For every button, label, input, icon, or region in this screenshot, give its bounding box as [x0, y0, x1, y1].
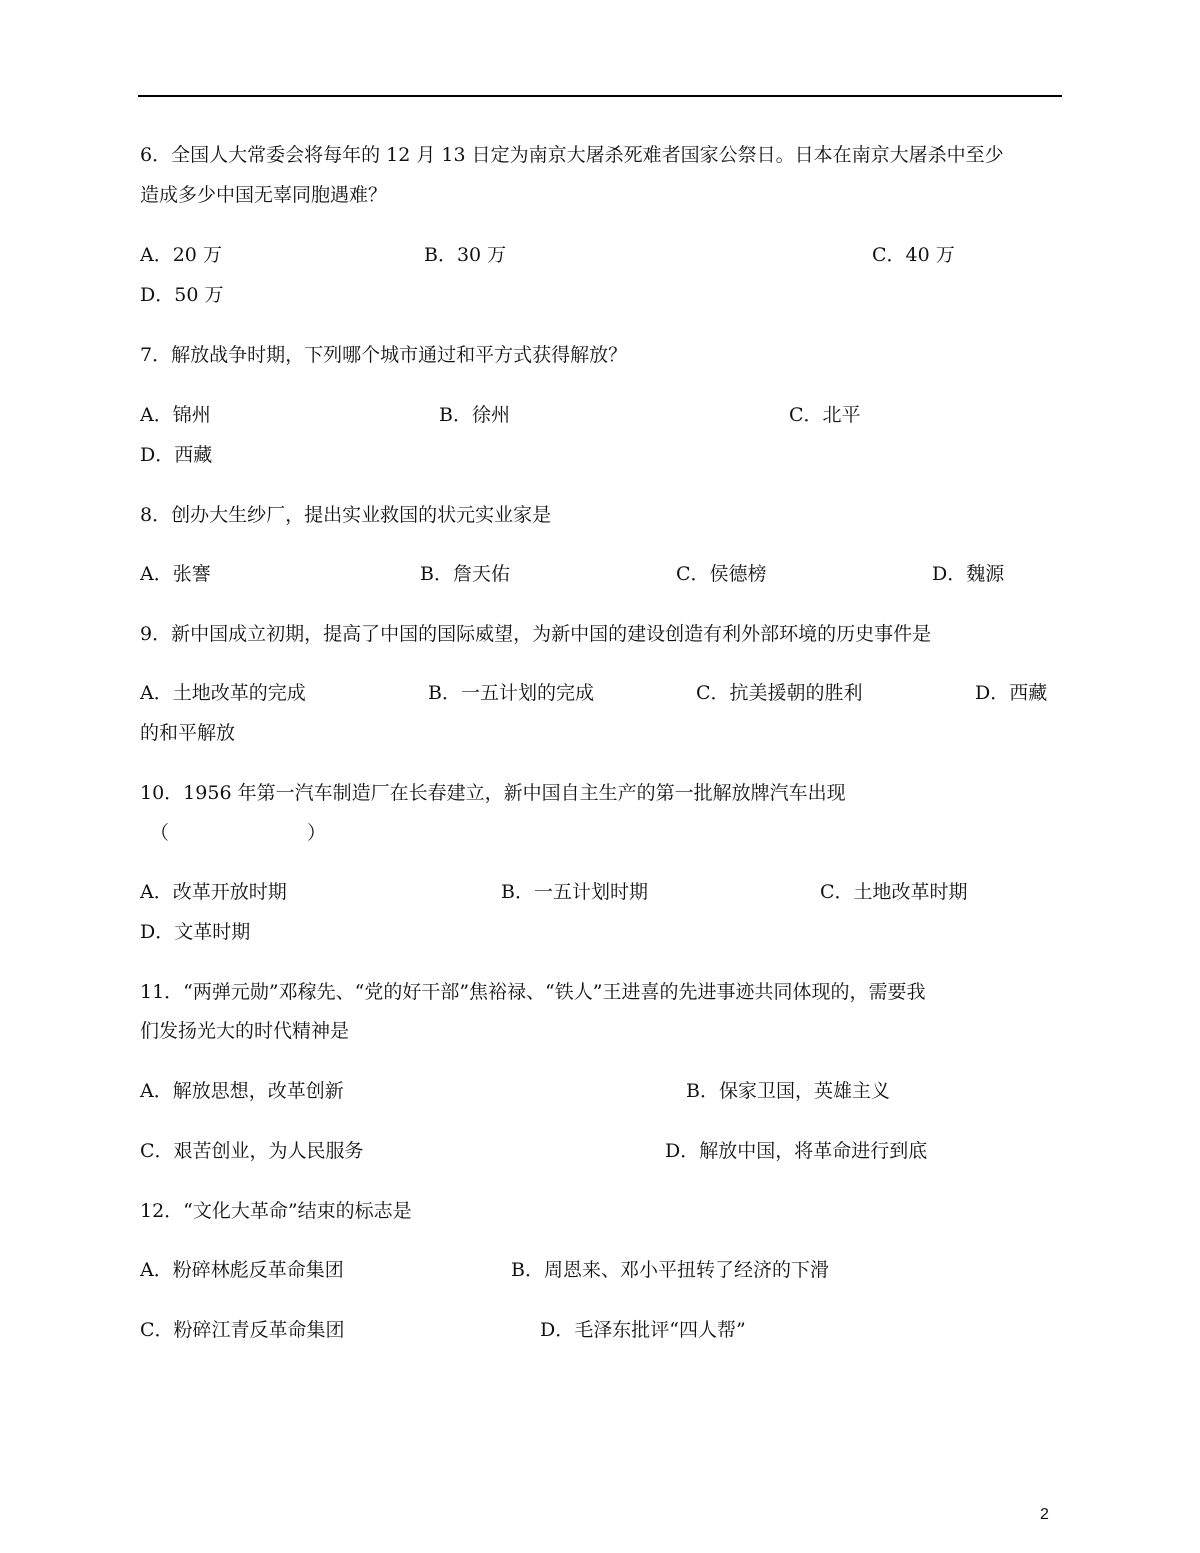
q9-stem: 9．新中国成立初期，提高了中国的国际威望，为新中国的建设创造有利外部环境的历史事件是 — [140, 623, 932, 645]
q12-option-a: A．粉碎林彪反革命集团 — [140, 1259, 344, 1281]
q9-option-a: A．土地改革的完成 — [140, 682, 306, 704]
q7-option-a: A．锦州 — [140, 404, 211, 426]
q7-option-d: D．西藏 — [140, 444, 213, 466]
q6-option-d: D．50 万 — [140, 284, 224, 306]
q8-option-b: B．詹天佑 — [420, 563, 510, 585]
header-rule — [138, 95, 1062, 97]
q10-option-d: D．文革时期 — [140, 921, 251, 943]
q12-option-b: B．周恩来、邓小平扭转了经济的下滑 — [511, 1259, 829, 1281]
q10-blank-open: （ — [150, 822, 170, 844]
q7-stem: 7．解放战争时期，下列哪个城市通过和平方式获得解放？ — [140, 344, 628, 366]
q11-option-d: D．解放中国，将革命进行到底 — [665, 1140, 928, 1162]
q6-stem-line1: 6．全国人大常委会将每年的 12 月 13 日定为南京大屠杀死难者国家公祭日。日本在南京大屠杀中至少 — [140, 144, 1004, 166]
q10-option-c: C．土地改革时期 — [820, 881, 968, 903]
q8-option-a: A．张謇 — [140, 563, 211, 585]
q6-option-c: C．40 万 — [872, 244, 955, 266]
q7-option-c: C．北平 — [789, 404, 861, 426]
q9-option-d-continued: 的和平解放 — [140, 722, 236, 744]
q10-option-a: A．改革开放时期 — [140, 881, 287, 903]
q8-option-d: D．魏源 — [932, 563, 1005, 585]
q6-option-a: A．20 万 — [140, 244, 222, 266]
q9-option-d: D．西藏 — [975, 682, 1048, 704]
page-number: 2 — [1040, 1506, 1049, 1523]
q10-stem: 10．1956 年第一汽车制造厂在长春建立，新中国自主生产的第一批解放牌汽车出现 — [140, 782, 846, 804]
q12-stem: 12．“文化大革命”结束的标志是 — [140, 1200, 412, 1222]
q9-option-b: B．一五计划的完成 — [428, 682, 594, 704]
q11-stem-line2: 们发扬光大的时代精神是 — [140, 1020, 350, 1042]
q8-option-c: C．侯德榜 — [676, 563, 767, 585]
q12-option-d: D．毛泽东批评“四人帮” — [540, 1319, 746, 1341]
q9-option-c: C．抗美援朝的胜利 — [696, 682, 863, 704]
q12-option-c: C．粉碎江青反革命集团 — [140, 1319, 345, 1341]
q10-blank-close: ） — [307, 822, 327, 844]
q6-option-b: B．30 万 — [424, 244, 507, 266]
q11-option-c: C．艰苦创业，为人民服务 — [140, 1140, 364, 1162]
q11-option-b: B．保家卫国，英雄主义 — [686, 1080, 890, 1102]
q8-stem: 8．创办大生纱厂，提出实业救国的状元实业家是 — [140, 504, 552, 526]
q11-option-a: A．解放思想，改革创新 — [140, 1080, 344, 1102]
q7-option-b: B．徐州 — [439, 404, 510, 426]
q6-stem-line2: 造成多少中国无辜同胞遇难？ — [140, 184, 388, 206]
q11-stem-line1: 11．“两弹元勋”邓稼先、“党的好干部”焦裕禄、“铁人”王进喜的先进事迹共同体现的，需要我 — [140, 981, 926, 1003]
q10-option-b: B．一五计划时期 — [501, 881, 648, 903]
